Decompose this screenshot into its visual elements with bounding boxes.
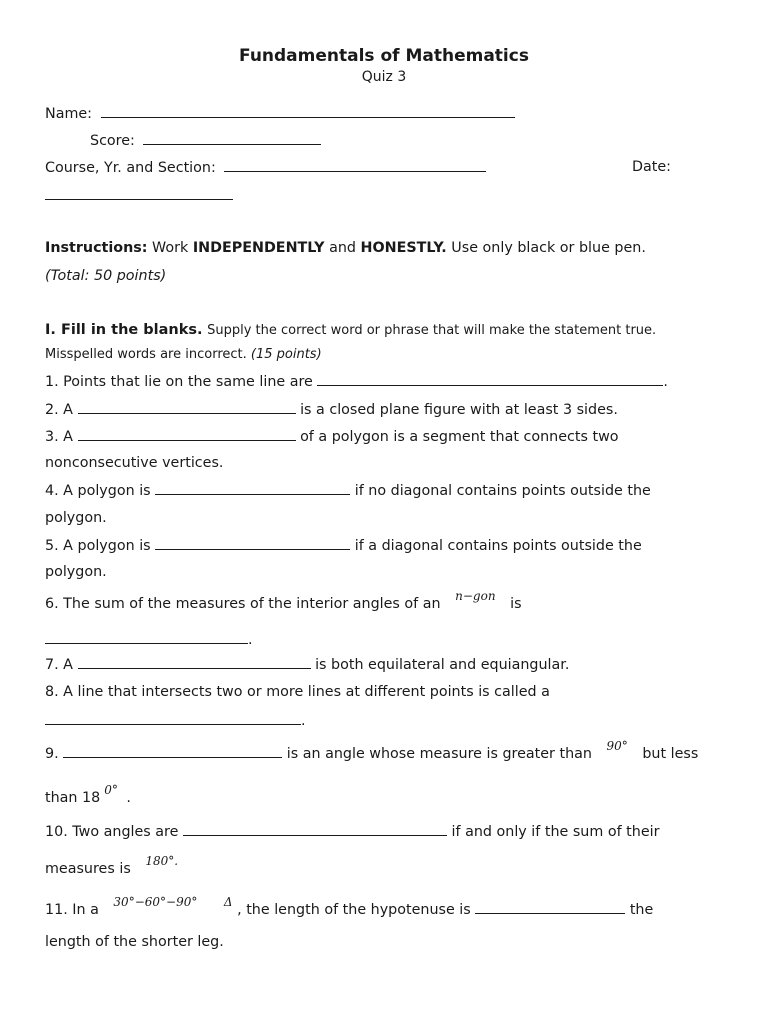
date-blank-row [45,186,233,205]
section-heading [45,321,656,340]
instructions-text-2: and [324,240,361,256]
question-10 [45,822,659,841]
q10-blank[interactable] [183,822,447,836]
q3-blank[interactable] [78,427,296,441]
section-description: Supply the correct word or phrase that will make the statement true. [207,323,657,338]
name-label: Name: [45,106,92,122]
page-subtitle: Quiz 3 [361,69,407,85]
section-description-line2 [45,346,322,364]
q11-text-a: 11. In a [45,902,99,918]
question-6 [45,589,522,613]
question-5 [45,536,642,555]
q9-text-d: than 18 [45,790,101,806]
course-label: Course, Yr. and Section: [45,160,216,176]
q4-continuation: polygon. [45,510,107,526]
date-blank[interactable] [45,186,233,200]
name-blank[interactable] [101,104,515,118]
date-label: Date: [632,159,671,175]
q9-math-0: 0° [104,783,118,797]
score-label: Score: [90,133,135,149]
course-field-row [45,158,486,177]
question-2 [45,400,618,419]
q6-text-b: is [510,596,522,612]
question-4 [45,481,651,500]
q10-math-180: 180°. [145,854,179,868]
question-9 [45,739,699,763]
q1-text: 1. Points that lie on the same line are [45,374,313,390]
q6-end: . [248,632,253,648]
instructions-text-3: Use only black or blue pen. [446,240,646,256]
q10-continuation [45,854,179,878]
q11-math-angles: 30°−60°−90° [113,895,198,909]
score-blank[interactable] [143,131,321,145]
q7-blank[interactable] [78,655,311,669]
score-field-row [90,131,321,150]
q9-text-a: 9. [45,746,59,762]
q6-text-a: 6. The sum of the measures of the interior angles of an [45,596,441,612]
q9-text-c: but less [642,746,699,762]
q10-text-a: 10. Two angles are [45,824,179,840]
q5-text-a: 5. A polygon is [45,538,151,554]
q9-math-90: 90° [606,739,628,753]
q11-continuation: length of the shorter leg. [45,934,224,950]
q2-text-a: 2. A [45,402,73,418]
page-title: Fundamentals of Mathematics [239,46,529,66]
instructions-text-1: Work [147,240,193,256]
total-points [45,267,166,285]
instructions-bold-1: INDEPENDENTLY [192,240,325,256]
q10-text-c: measures is [45,861,131,877]
q8-end: . [301,713,306,729]
q2-text-b: is a closed plane figure with at least 3 sides. [300,402,618,418]
q3-text-a: 3. A [45,429,73,445]
q11-text-c: the [629,902,654,918]
instructions-bold-2: HONESTLY. [360,240,447,256]
question-7 [45,655,569,674]
q1-blank[interactable] [317,372,663,386]
instructions [45,239,646,257]
q9-text-b: is an angle whose measure is greater than [286,746,592,762]
question-8: 8. A line that intersects two or more lines at different points is called a [45,684,550,700]
q2-blank[interactable] [78,400,296,414]
q6-blank[interactable] [45,630,248,644]
q9-continuation [45,783,131,807]
q5-blank[interactable] [155,536,350,550]
q6-answer-row [45,630,253,649]
q3-text-b: of a polygon is a segment that connects two [300,429,619,445]
q6-math-n-gon: n−gon [455,589,496,603]
q5-continuation: polygon. [45,564,107,580]
name-field-row [45,104,515,123]
q9-blank[interactable] [63,744,282,758]
section-points: (15 points) [250,347,322,362]
section-heading-title: I. Fill in the blanks. [45,322,203,338]
q4-blank[interactable] [155,481,350,495]
q4-text-a: 4. A polygon is [45,483,151,499]
q10-text-b: if and only if the sum of their [451,824,660,840]
q5-text-b: if a diagonal contains points outside the [354,538,642,554]
q8-answer-row [45,711,306,730]
total-points-text: (Total: 50 points) [45,268,167,284]
q7-text-a: 7. A [45,657,73,673]
q3-continuation: nonconsecutive vertices. [45,455,224,471]
q7-text-b: is both equilateral and equiangular. [315,657,570,673]
section-description-2: Misspelled words are incorrect. [45,347,247,362]
triangle-icon: Δ [223,895,233,909]
q11-blank[interactable] [475,900,625,914]
q9-end: . [126,790,131,806]
q1-end: . [663,374,668,390]
question-1 [45,372,668,391]
instructions-label: Instructions: [45,240,148,256]
question-11 [45,895,654,919]
course-blank[interactable] [224,158,486,172]
q8-blank[interactable] [45,711,301,725]
q4-text-b: if no diagonal contains points outside the [354,483,651,499]
question-3 [45,427,619,446]
q11-text-b: , the length of the hypotenuse is [237,902,471,918]
